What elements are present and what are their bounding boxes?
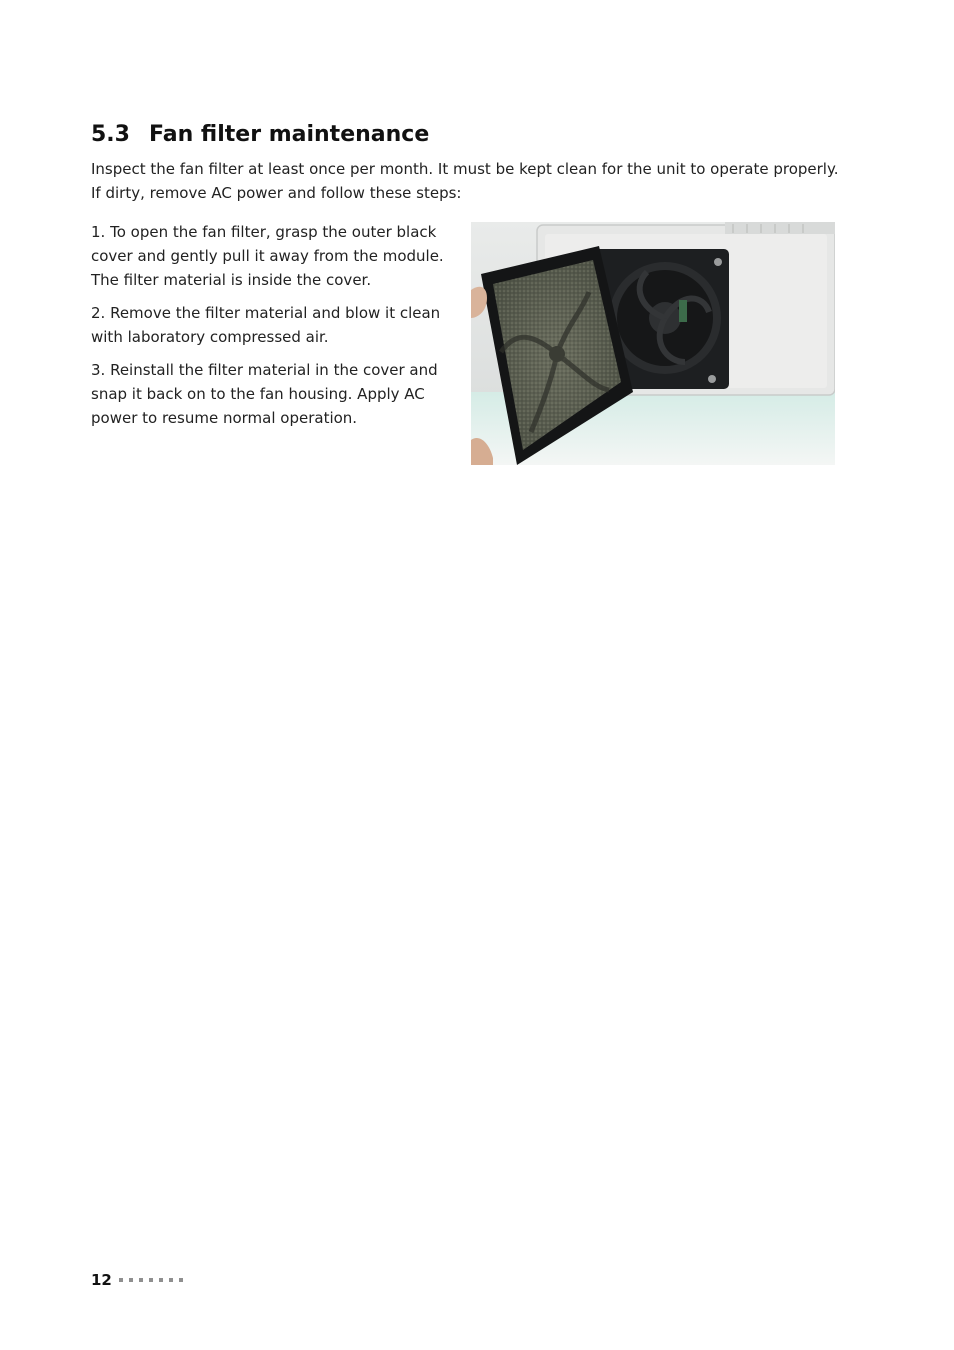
page-number: 12 bbox=[91, 1271, 112, 1289]
maintenance-steps bbox=[91, 220, 447, 439]
section-heading bbox=[91, 120, 429, 150]
step-1: 1. To open the fan filter, grasp the outer black cover and gently pull it away from the module. The filter material is inside the cover. bbox=[91, 223, 444, 289]
step-3: 3. Reinstall the filter material in the cover and snap it back on to the fan housing. Apply AC power to resume normal operation. bbox=[91, 361, 438, 427]
intro-paragraph: Inspect the fan filter at least once per month. It must be kept clean for the unit to operate properly. If dirty, remove AC power and follow these steps: bbox=[91, 160, 839, 202]
page-number-dots bbox=[119, 1278, 183, 1282]
section-title: Fan filter maintenance bbox=[149, 122, 430, 147]
page-footer bbox=[91, 1268, 183, 1292]
section-number: 5.3 bbox=[91, 122, 130, 147]
fan-filter-photo bbox=[471, 222, 835, 465]
step-2: 2. Remove the filter material and blow it clean with laboratory compressed air. bbox=[91, 304, 441, 346]
